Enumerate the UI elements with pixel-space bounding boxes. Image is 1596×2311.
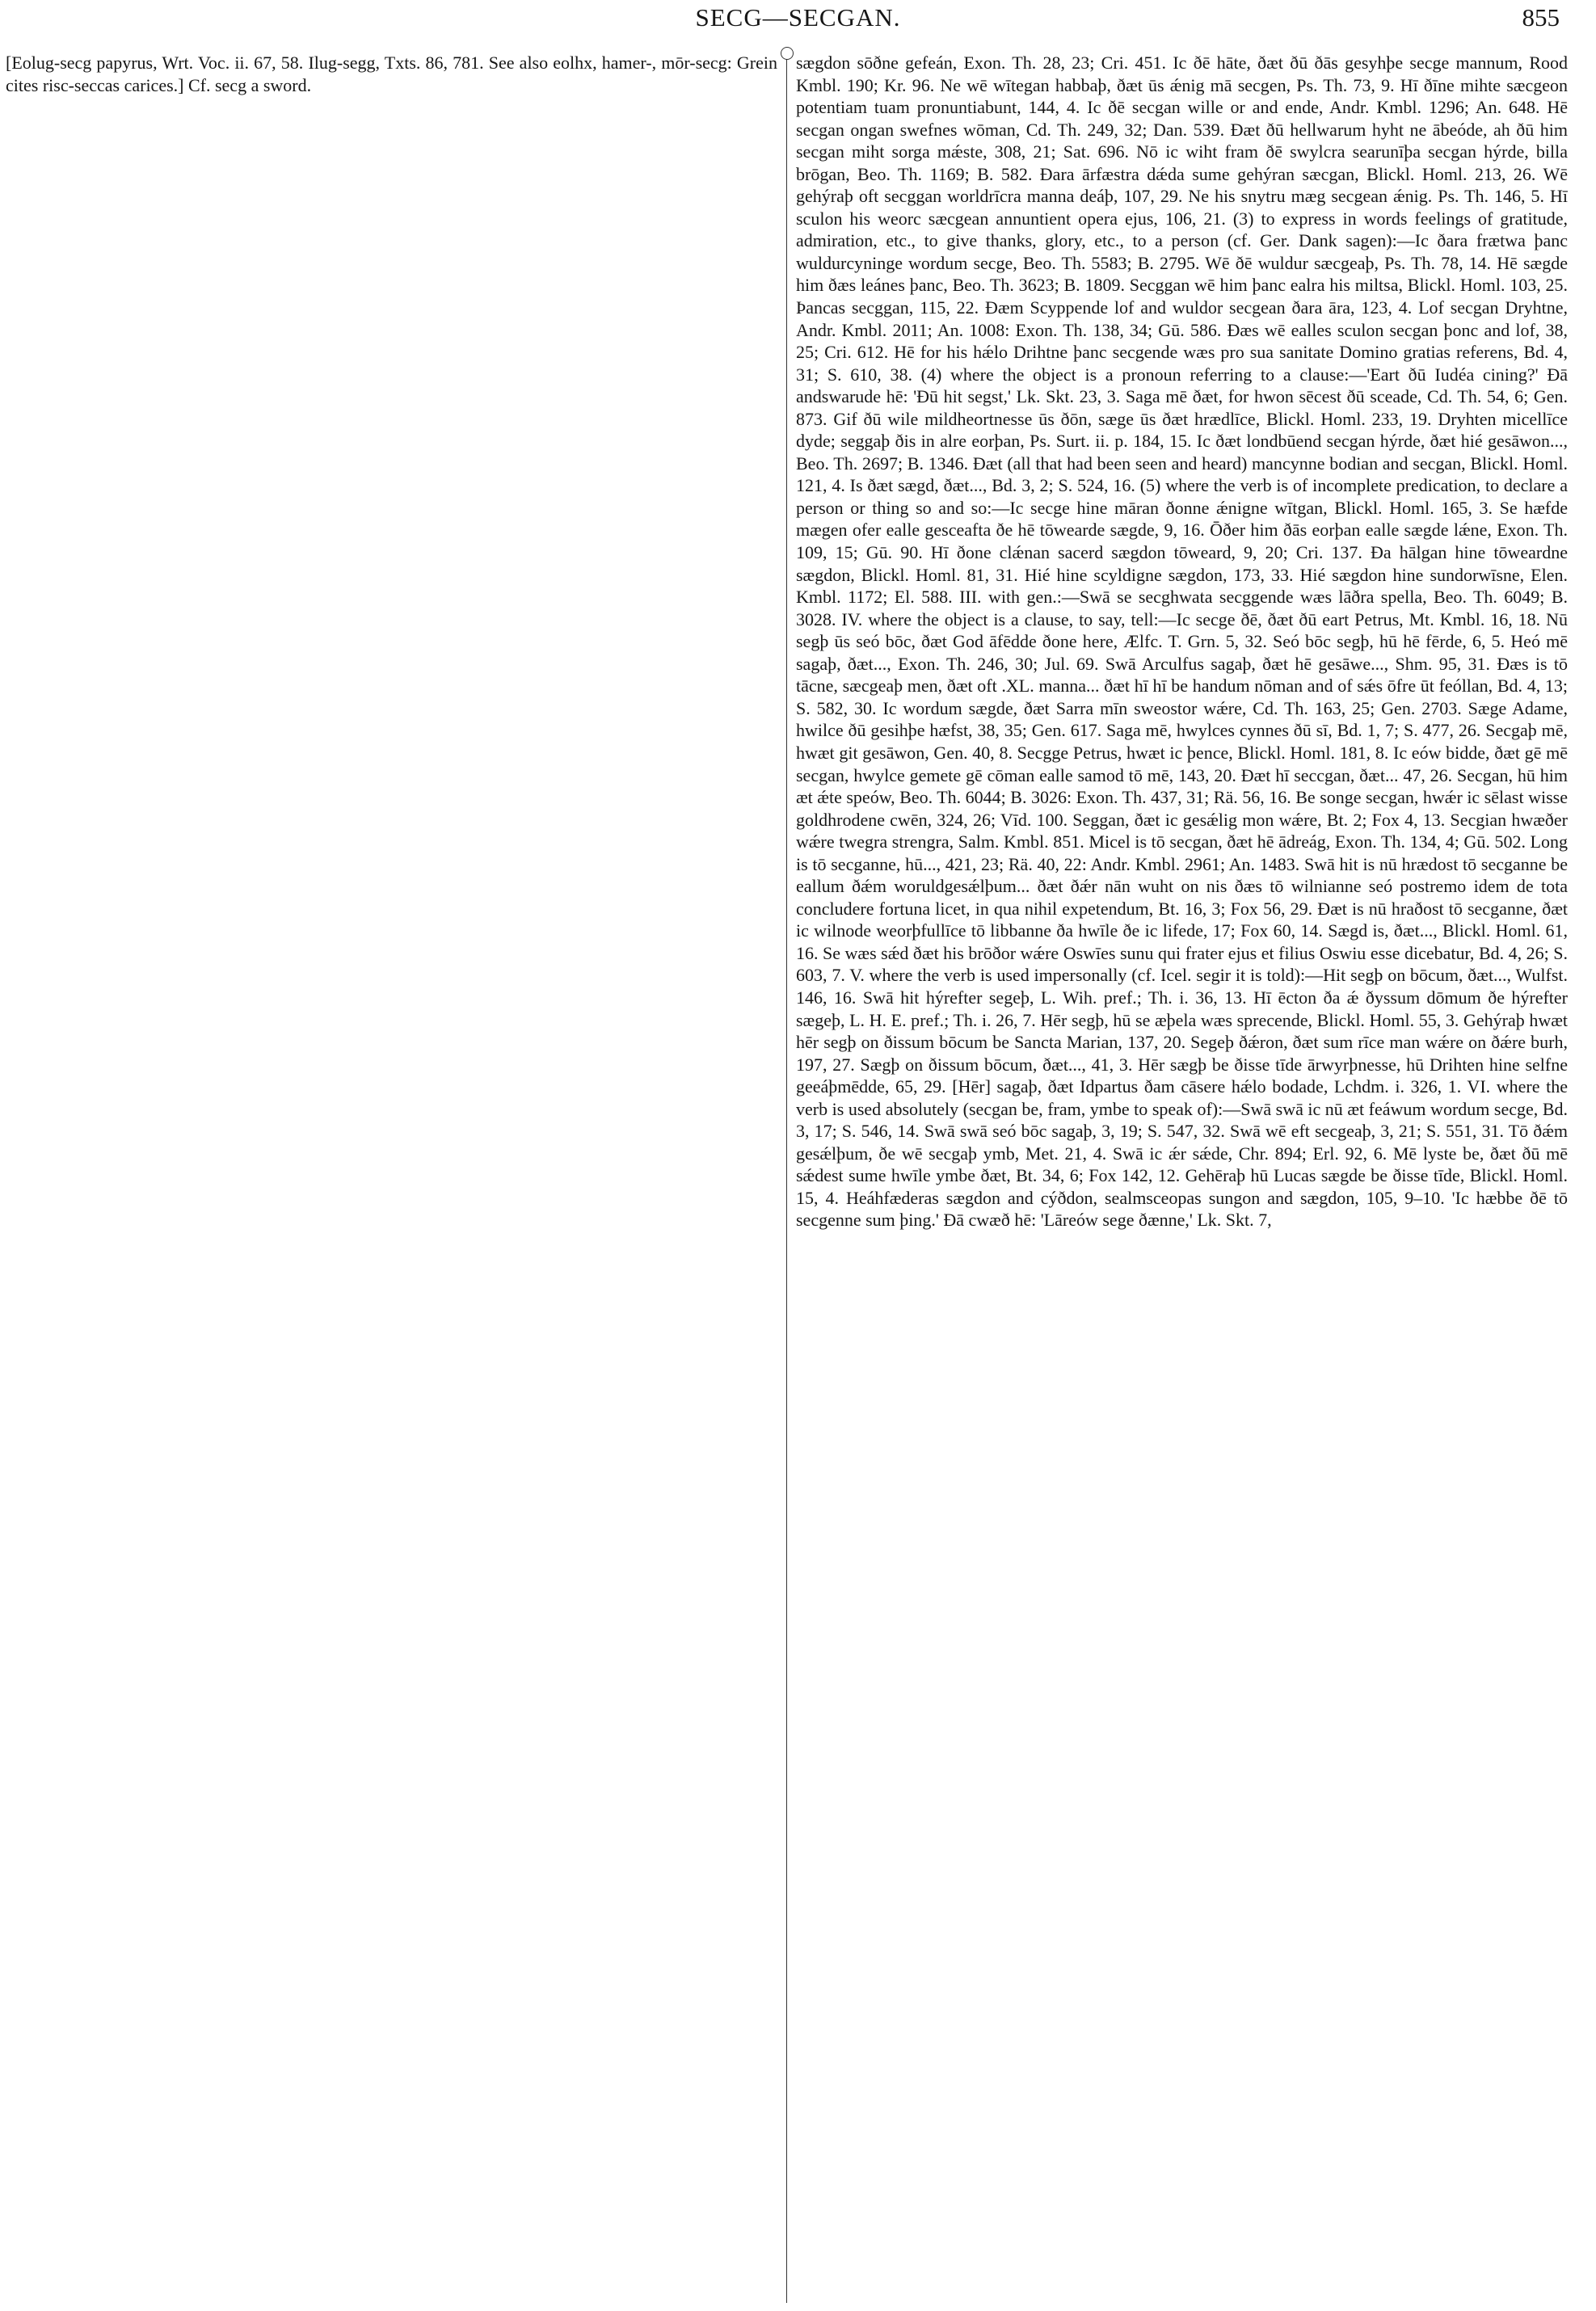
page-number: 855: [1522, 3, 1560, 32]
column-divider-ornament: [781, 47, 794, 60]
page-header: [0, 3, 1596, 31]
left-column-text: [Eolug-secg papyrus, Wrt. Voc. ii. 67, 58. Ilug-segg, Txts. 86, 781. See also eolhx, hamer-, mōr-secg: Grein cites risc-seccas carices.] Cf. secg a sword.: [6, 53, 777, 95]
left-column: [6, 52, 777, 2294]
right-column: [796, 52, 1568, 2294]
column-divider: [786, 48, 787, 2303]
running-title: SECG—SECGAN.: [695, 3, 901, 32]
right-column-text: sægdon sōðne gefeán, Exon. Th. 28, 23; Cri. 451. Ic ðē hāte, ðæt ðū ðās gesyhþe secge mannum, Rood Kmbl. 190; Kr. 96. Ne wē wītegan habbaþ, ðæt ūs ǽnig mā secgen, Ps. Th. 73, 9. Hī ðīne mihte sæcgeon potentiam tuam pronuntiabunt, 144, 4. Ic ðē secgan wille or and ende, Andr. Kmbl. 1296; An. 648. Hē secgan ongan swefnes wōman, Cd. Th. 249, 32; Dan. 539. Ðæt ðū hellwarum hyht ne ābeóde, ah ðū him secgan miht sorga mǽste, 308, 21; Sat. 696. Nō ic wiht fram ðē swylcra searunīþa secgan hýrde, billa brōgan, Beo. Th. 1169; B. 582. Ðara ārfæstra dǽda sume gehýran sæcgan, Blickl. Homl. 213, 26. Wē gehýraþ oft secggan worldrīcra manna deáþ, 107, 29. Ne his snytru mæg secgean ǽnig. Ps. Th. 146, 5. Hī sculon his weorc sæcgean annuntient opera ejus, 106, 21. (3) to express in words feelings of gratitude, admiration, etc., to give thanks, glory, etc., to a person (cf. Ger. Dank sagen):—Ic ðara frætwa þanc wuldurcyninge wordum secge, Beo. Th. 5583; B. 2795. Wē ðē wuldur sæcgeaþ, Ps. Th. 78, 14. Hē sægde him ðæs leánes þanc, Beo. Th. 3623; B. 1809. Secggan wē him þanc ealra his miltsa, Blickl. Homl. 103, 25. Þancas secggan, 115, 22. Ðæm Scyppende lof and wuldor secgean ðara āra, 123, 4. Lof secgan Dryhtne, Andr. Kmbl. 2011; An. 1008: Exon. Th. 138, 34; Gū. 586. Ðæs wē ealles sculon secgan þonc and lof, 38, 25; Cri. 612. Hē for his hǽlo Drihtne þanc secgende wæs pro sua sanitate Domino gratias referens, Bd. 4, 31; S. 610, 38. (4) where the object is a pronoun referring to a clause:—'Eart ðū Iudéa cining?' Ðā andswarude hē: 'Ðū hit segst,' Lk. Skt. 23, 3. Saga mē ðæt, for hwon sēcest ðū sceade, Cd. Th. 54, 6; Gen. 873. Gif ðū wile mildheortnesse ūs ðōn, sæge ūs ðæt hrædlīce, Blickl. Homl. 233, 19. Dryhten micellīce dyde; seggaþ ðis in alre eorþan, Ps. Surt. ii. p. 184, 15. Ic ðæt londbūend secgan hýrde, ðæt hié gesāwon..., Beo. Th. 2697; B. 1346. Ðæt (all that had been seen and heard) mancynne bodian and secgan, Blickl. Homl. 121, 4. Is ðæt sægd, ðæt..., Bd. 3, 2; S. 524, 16. (5) where the verb is of incomplete predication, to declare a person or thing so and so:—Ic secge hine māran ðonne ǽnigne wītgan, Blickl. Homl. 165, 3. Se hæfde mægen ofer ealle gesceafta ðe hē tōwearde sægde, 9, 16. Ōðer him ðās eorþan ealle sægde lǽne, Exon. Th. 109, 15; Gū. 90. Hī ðone clǽnan sacerd sægdon tōweard, 9, 20; Cri. 137. Ða hālgan hine tōweardne sægdon, Blickl. Homl. 81, 31. Hié hine scyldigne sægdon, 173, 33. Hié sægdon hine sundorwīsne, Elen. Kmbl. 1172; El. 588. III. with gen.:—Swā se secghwata secggende wæs lāðra spella, Beo. Th. 6049; B. 3028. IV. where the object is a clause, to say, tell:—Ic secge ðē, ðæt ðū eart Petrus, Mt. Kmbl. 16, 18. Nū segþ ūs seó bōc, ðæt God āfēdde ðone here, Ælfc. T. Grn. 5, 32. Seó bōc segþ, hū hē fērde, 6, 5. Heó mē sagaþ, ðæt..., Exon. Th. 246, 30; Jul. 69. Swā Arculfus sagaþ, ðæt hē gesāwe..., Shm. 95, 31. Ðæs is tō tācne, sæcgeaþ men, ðæt oft .XL. manna... ðæt hī hī be handum nōman and of sǽs ōfre ūt feóllan, Bd. 4, 13; S. 582, 30. Ic wordum sægde, ðæt Sarra mīn sweostor wǽre, Cd. Th. 163, 25; Gen. 2703. Sæge Adame, hwilce ðū gesihþe hæfst, 38, 35; Gen. 617. Saga mē, hwylces cynnes ðū sī, Bd. 1, 7; S. 477, 26. Secgaþ mē, hwæt git gesāwon, Gen. 40, 8. Secgge Petrus, hwæt ic þence, Blickl. Homl. 181, 8. Ic eów bidde, ðæt gē mē secgan, hwylce gemete gē cōman ealle samod tō mē, 143, 20. Ðæt hī seccgan, ðæt... 47, 26. Secgan, hū him æt ǽte speów, Beo. Th. 6044; B. 3026: Exon. Th. 437, 31; Rä. 56, 16. Be songe secgan, hwǽr ic sēlast wisse goldhrodene cwēn, 324, 26; Vīd. 100. Seggan, ðæt ic gesǽlig mon wǽre, Bt. 2; Fox 4, 13. Secgian hwæðer wǽre twegra strengra, Salm. Kmbl. 851. Micel is tō secgan, ðæt hē ādreág, Exon. Th. 134, 4; Gū. 502. Long is tō secganne, hū..., 421, 23; Rä. 40, 22: Andr. Kmbl. 2961; An. 1483. Swā hit is nū hrædost tō secganne be eallum ðǽm woruldgesǽlþum... ðæt ðǽr nān wuht on nis ðæs tō wilnianne seó postremo idem de tota concludere fortuna licet, in qua nihil expetendum, Bt. 16, 3; Fox 56, 29. Ðæt is nū hraðost tō secganne, ðæt ic wilnode weorþfullīce tō libbanne ða hwīle ðe ic lifede, 17; Fox 60, 14. Sægd is, ðæt..., Blickl. Homl. 61, 16. Se wæs sǽd ðæt his brōðor wǽre Oswīes sunu qui frater ejus et filius Oswiu esse dicebatur, Bd. 4, 26; S. 603, 7. V. where the verb is used impersonally (cf. Icel. segir it is told):—Hit segþ on bōcum, ðæt..., Wulfst. 146, 16. Swā hit hýrefter segeþ, L. Wih. pref.; Th. i. 36, 13. Hī ēcton ða ǽ ðyssum dōmum ðe hýrefter sægeþ, L. H. E. pref.; Th. i. 26, 7. Hēr segþ, hū se æþela wæs sprecende, Blickl. Homl. 55, 3. Gehýraþ hwæt hēr segþ on ðissum bōcum be Sancta Marian, 137, 20. Segeþ ðǽron, ðæt sum rīce man wǽre on ðǽre burh, 197, 27. Sægþ on ðissum bōcum, ðæt..., 41, 3. Hēr sægþ be ðisse tīde ārwyrþnesse, hū Drihten hine selfne geeáþmēdde, 65, 29. [Hēr] sagaþ, ðæt Idpartus ðam cāsere hǽlo bodade, Lchdm. i. 326, 1. VI. where the verb is used absolutely (secgan be, fram, ymbe to speak of):—Swā swā ic nū æt feáwum wordum secge, Bd. 3, 17; S. 546, 14. Swā swā seó bōc sagaþ, 3, 19; S. 547, 32. Swā wē eft secgeaþ, 3, 21; S. 551, 31. Tō ðǽm gesǽlþum, ðe wē secgaþ ymb, Met. 21, 4. Swā ic ǽr sǽde, Chr. 894; Erl. 92, 6. Mē lyste be, ðæt ðū mē sǽdest sume hwīle ymbe ðæt, Bt. 34, 6; Fox 142, 12. Gehēraþ hū Lucas sægde be ðisse tīde, Blickl. Homl. 15, 4. Heáhfæderas sægdon and cýðdon, sealmsceopas sungon and sægdon, 105, 9–10. 'Ic hæbbe ðē tō secgenne sum þing.' Ðā cwæð hē: 'Lāreów sege ðænne,' Lk. Skt. 7,: [796, 53, 1568, 1231]
